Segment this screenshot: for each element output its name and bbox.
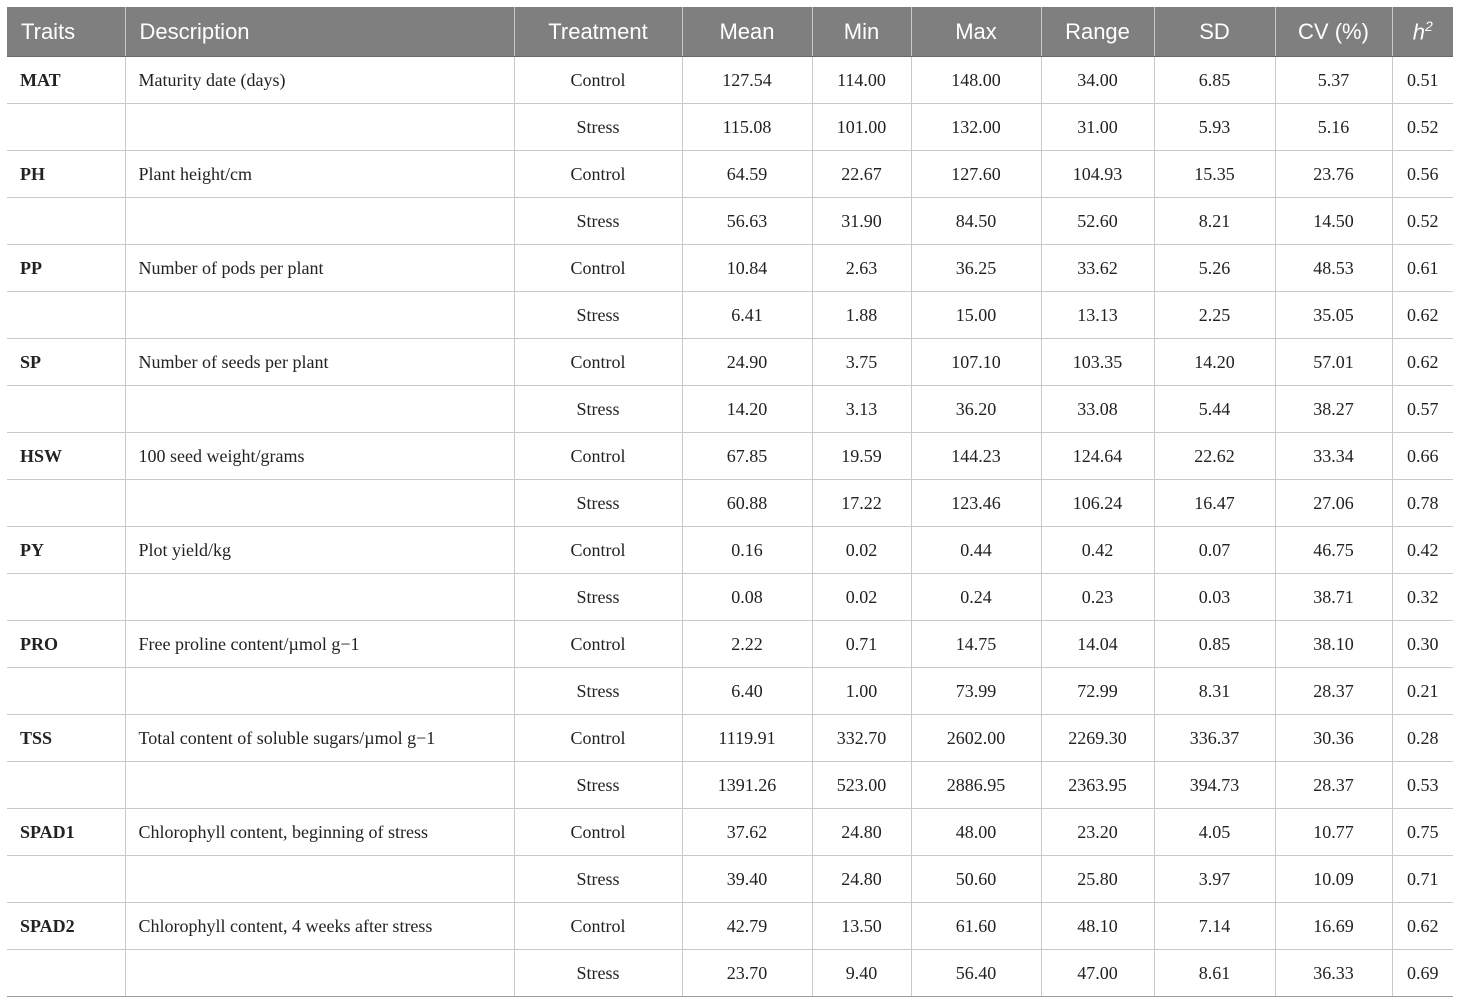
cell-description	[125, 198, 514, 245]
header-sd: SD	[1154, 7, 1275, 57]
cell-sd: 336.37	[1154, 715, 1275, 762]
cell-treatment: Control	[514, 621, 682, 668]
table-row	[7, 104, 1453, 151]
cell-trait: MAT	[7, 57, 125, 104]
cell-min: 0.02	[812, 574, 911, 621]
cell-range: 48.10	[1041, 903, 1154, 950]
cell-range: 2363.95	[1041, 762, 1154, 809]
cell-heritability: 0.61	[1392, 245, 1453, 292]
cell-max: 0.44	[911, 527, 1041, 574]
cell-mean: 60.88	[682, 480, 812, 527]
cell-range: 106.24	[1041, 480, 1154, 527]
cell-heritability: 0.62	[1392, 292, 1453, 339]
cell-sd: 14.20	[1154, 339, 1275, 386]
cell-description: Plot yield/kg	[125, 527, 514, 574]
cell-treatment: Control	[514, 433, 682, 480]
cell-heritability: 0.78	[1392, 480, 1453, 527]
cell-treatment: Control	[514, 527, 682, 574]
cell-max: 73.99	[911, 668, 1041, 715]
cell-cv: 10.09	[1275, 856, 1392, 903]
cell-treatment: Stress	[514, 762, 682, 809]
cell-trait: SPAD2	[7, 903, 125, 950]
cell-min: 22.67	[812, 151, 911, 198]
cell-trait: PP	[7, 245, 125, 292]
header-min: Min	[812, 7, 911, 57]
cell-sd: 0.07	[1154, 527, 1275, 574]
cell-trait	[7, 762, 125, 809]
cell-min: 3.75	[812, 339, 911, 386]
cell-range: 47.00	[1041, 950, 1154, 997]
cell-heritability: 0.30	[1392, 621, 1453, 668]
cell-trait: PH	[7, 151, 125, 198]
cell-min: 24.80	[812, 856, 911, 903]
cell-max: 127.60	[911, 151, 1041, 198]
cell-cv: 33.34	[1275, 433, 1392, 480]
cell-min: 17.22	[812, 480, 911, 527]
cell-cv: 5.37	[1275, 57, 1392, 104]
heritability-symbol: h	[1412, 19, 1425, 45]
table-body	[7, 57, 1453, 997]
cell-max: 0.24	[911, 574, 1041, 621]
cell-treatment: Stress	[514, 856, 682, 903]
cell-treatment: Stress	[514, 668, 682, 715]
cell-min: 19.59	[812, 433, 911, 480]
cell-trait: PY	[7, 527, 125, 574]
cell-sd: 5.26	[1154, 245, 1275, 292]
cell-heritability: 0.57	[1392, 386, 1453, 433]
header-heritability	[1392, 7, 1453, 57]
cell-range: 52.60	[1041, 198, 1154, 245]
cell-trait	[7, 950, 125, 997]
cell-mean: 115.08	[682, 104, 812, 151]
cell-cv: 14.50	[1275, 198, 1392, 245]
cell-trait	[7, 480, 125, 527]
table-row	[7, 856, 1453, 903]
cell-range: 34.00	[1041, 57, 1154, 104]
table-row	[7, 574, 1453, 621]
cell-treatment: Control	[514, 245, 682, 292]
cell-cv: 36.33	[1275, 950, 1392, 997]
table-row	[7, 245, 1453, 292]
cell-min: 101.00	[812, 104, 911, 151]
cell-mean: 39.40	[682, 856, 812, 903]
table-row	[7, 386, 1453, 433]
header-range: Range	[1041, 7, 1154, 57]
table-row	[7, 292, 1453, 339]
cell-trait	[7, 104, 125, 151]
cell-range: 0.42	[1041, 527, 1154, 574]
cell-max: 48.00	[911, 809, 1041, 856]
cell-trait	[7, 198, 125, 245]
cell-treatment: Stress	[514, 574, 682, 621]
cell-min: 0.02	[812, 527, 911, 574]
cell-treatment: Control	[514, 715, 682, 762]
cell-min: 0.71	[812, 621, 911, 668]
header-traits: Traits	[7, 7, 125, 57]
header-cv: CV (%)	[1275, 7, 1392, 57]
cell-mean: 2.22	[682, 621, 812, 668]
cell-max: 50.60	[911, 856, 1041, 903]
cell-description	[125, 668, 514, 715]
table-row	[7, 527, 1453, 574]
cell-description: Free proline content/µmol g−1	[125, 621, 514, 668]
cell-sd: 5.93	[1154, 104, 1275, 151]
cell-sd: 16.47	[1154, 480, 1275, 527]
cell-treatment: Stress	[514, 480, 682, 527]
cell-cv: 57.01	[1275, 339, 1392, 386]
table-row	[7, 903, 1453, 950]
cell-cv: 16.69	[1275, 903, 1392, 950]
cell-sd: 6.85	[1154, 57, 1275, 104]
cell-trait	[7, 856, 125, 903]
cell-range: 0.23	[1041, 574, 1154, 621]
cell-description: Plant height/cm	[125, 151, 514, 198]
cell-trait: TSS	[7, 715, 125, 762]
cell-mean: 1391.26	[682, 762, 812, 809]
cell-mean: 56.63	[682, 198, 812, 245]
cell-treatment: Control	[514, 903, 682, 950]
cell-cv: 38.71	[1275, 574, 1392, 621]
cell-max: 14.75	[911, 621, 1041, 668]
table-row	[7, 809, 1453, 856]
cell-mean: 23.70	[682, 950, 812, 997]
cell-mean: 127.54	[682, 57, 812, 104]
cell-description	[125, 292, 514, 339]
cell-range: 33.62	[1041, 245, 1154, 292]
cell-cv: 23.76	[1275, 151, 1392, 198]
cell-treatment: Control	[514, 57, 682, 104]
cell-heritability: 0.42	[1392, 527, 1453, 574]
cell-sd: 5.44	[1154, 386, 1275, 433]
cell-max: 2886.95	[911, 762, 1041, 809]
cell-min: 114.00	[812, 57, 911, 104]
cell-heritability: 0.53	[1392, 762, 1453, 809]
cell-heritability: 0.56	[1392, 151, 1453, 198]
cell-sd: 22.62	[1154, 433, 1275, 480]
cell-heritability: 0.71	[1392, 856, 1453, 903]
cell-range: 23.20	[1041, 809, 1154, 856]
cell-description: Chlorophyll content, beginning of stress	[125, 809, 514, 856]
cell-mean: 6.41	[682, 292, 812, 339]
cell-heritability: 0.69	[1392, 950, 1453, 997]
cell-range: 13.13	[1041, 292, 1154, 339]
cell-description: Number of pods per plant	[125, 245, 514, 292]
table-row	[7, 339, 1453, 386]
cell-cv: 5.16	[1275, 104, 1392, 151]
cell-treatment: Control	[514, 809, 682, 856]
cell-min: 1.88	[812, 292, 911, 339]
cell-description	[125, 480, 514, 527]
table-row	[7, 762, 1453, 809]
header-max: Max	[911, 7, 1041, 57]
cell-heritability: 0.32	[1392, 574, 1453, 621]
traits-table	[7, 7, 1453, 997]
cell-max: 36.25	[911, 245, 1041, 292]
cell-max: 56.40	[911, 950, 1041, 997]
cell-mean: 64.59	[682, 151, 812, 198]
cell-min: 1.00	[812, 668, 911, 715]
cell-cv: 30.36	[1275, 715, 1392, 762]
cell-mean: 37.62	[682, 809, 812, 856]
cell-trait: SP	[7, 339, 125, 386]
cell-treatment: Stress	[514, 950, 682, 997]
cell-treatment: Stress	[514, 386, 682, 433]
cell-sd: 0.03	[1154, 574, 1275, 621]
cell-range: 103.35	[1041, 339, 1154, 386]
table-row	[7, 715, 1453, 762]
header-row	[7, 7, 1453, 57]
cell-trait	[7, 292, 125, 339]
cell-mean: 67.85	[682, 433, 812, 480]
cell-heritability: 0.62	[1392, 339, 1453, 386]
cell-max: 107.10	[911, 339, 1041, 386]
cell-cv: 28.37	[1275, 668, 1392, 715]
cell-range: 25.80	[1041, 856, 1154, 903]
cell-trait: HSW	[7, 433, 125, 480]
cell-mean: 10.84	[682, 245, 812, 292]
cell-cv: 38.10	[1275, 621, 1392, 668]
cell-trait	[7, 386, 125, 433]
cell-description	[125, 104, 514, 151]
cell-treatment: Control	[514, 339, 682, 386]
cell-heritability: 0.28	[1392, 715, 1453, 762]
cell-sd: 3.97	[1154, 856, 1275, 903]
cell-heritability: 0.51	[1392, 57, 1453, 104]
cell-range: 104.93	[1041, 151, 1154, 198]
cell-heritability: 0.75	[1392, 809, 1453, 856]
cell-range: 31.00	[1041, 104, 1154, 151]
table-row	[7, 433, 1453, 480]
header-treatment: Treatment	[514, 7, 682, 57]
cell-description: Maturity date (days)	[125, 57, 514, 104]
table-row	[7, 668, 1453, 715]
cell-description	[125, 762, 514, 809]
cell-max: 36.20	[911, 386, 1041, 433]
cell-min: 31.90	[812, 198, 911, 245]
cell-heritability: 0.62	[1392, 903, 1453, 950]
heritability-superscript: 2	[1424, 17, 1433, 34]
cell-heritability: 0.21	[1392, 668, 1453, 715]
cell-treatment: Stress	[514, 292, 682, 339]
cell-min: 2.63	[812, 245, 911, 292]
cell-range: 14.04	[1041, 621, 1154, 668]
cell-heritability: 0.66	[1392, 433, 1453, 480]
cell-max: 132.00	[911, 104, 1041, 151]
cell-treatment: Stress	[514, 104, 682, 151]
cell-sd: 7.14	[1154, 903, 1275, 950]
cell-sd: 4.05	[1154, 809, 1275, 856]
cell-min: 332.70	[812, 715, 911, 762]
cell-mean: 6.40	[682, 668, 812, 715]
cell-min: 13.50	[812, 903, 911, 950]
cell-mean: 0.16	[682, 527, 812, 574]
cell-description: Total content of soluble sugars/µmol g−1	[125, 715, 514, 762]
cell-trait	[7, 668, 125, 715]
cell-cv: 28.37	[1275, 762, 1392, 809]
cell-description	[125, 574, 514, 621]
table-row	[7, 151, 1453, 198]
cell-mean: 24.90	[682, 339, 812, 386]
cell-heritability: 0.52	[1392, 198, 1453, 245]
cell-description: 100 seed weight/grams	[125, 433, 514, 480]
cell-max: 15.00	[911, 292, 1041, 339]
cell-cv: 10.77	[1275, 809, 1392, 856]
cell-sd: 8.61	[1154, 950, 1275, 997]
cell-sd: 394.73	[1154, 762, 1275, 809]
cell-cv: 35.05	[1275, 292, 1392, 339]
cell-sd: 15.35	[1154, 151, 1275, 198]
cell-range: 2269.30	[1041, 715, 1154, 762]
header-description: Description	[125, 7, 514, 57]
cell-range: 33.08	[1041, 386, 1154, 433]
cell-max: 61.60	[911, 903, 1041, 950]
cell-cv: 46.75	[1275, 527, 1392, 574]
cell-mean: 1119.91	[682, 715, 812, 762]
table-header	[7, 7, 1453, 57]
cell-treatment: Control	[514, 151, 682, 198]
cell-range: 72.99	[1041, 668, 1154, 715]
cell-min: 523.00	[812, 762, 911, 809]
cell-max: 148.00	[911, 57, 1041, 104]
cell-cv: 48.53	[1275, 245, 1392, 292]
cell-min: 9.40	[812, 950, 911, 997]
cell-description: Chlorophyll content, 4 weeks after stress	[125, 903, 514, 950]
table-row	[7, 950, 1453, 997]
table-row	[7, 57, 1453, 104]
cell-trait: PRO	[7, 621, 125, 668]
cell-max: 123.46	[911, 480, 1041, 527]
header-mean: Mean	[682, 7, 812, 57]
cell-description	[125, 856, 514, 903]
cell-min: 24.80	[812, 809, 911, 856]
cell-sd: 8.31	[1154, 668, 1275, 715]
cell-mean: 42.79	[682, 903, 812, 950]
cell-sd: 8.21	[1154, 198, 1275, 245]
cell-cv: 27.06	[1275, 480, 1392, 527]
cell-mean: 0.08	[682, 574, 812, 621]
cell-min: 3.13	[812, 386, 911, 433]
cell-max: 2602.00	[911, 715, 1041, 762]
table-row	[7, 198, 1453, 245]
cell-mean: 14.20	[682, 386, 812, 433]
cell-description	[125, 386, 514, 433]
cell-trait	[7, 574, 125, 621]
cell-description	[125, 950, 514, 997]
cell-trait: SPAD1	[7, 809, 125, 856]
cell-heritability: 0.52	[1392, 104, 1453, 151]
cell-description: Number of seeds per plant	[125, 339, 514, 386]
table-row	[7, 480, 1453, 527]
cell-cv: 38.27	[1275, 386, 1392, 433]
cell-max: 84.50	[911, 198, 1041, 245]
cell-max: 144.23	[911, 433, 1041, 480]
cell-range: 124.64	[1041, 433, 1154, 480]
table-row	[7, 621, 1453, 668]
cell-treatment: Stress	[514, 198, 682, 245]
cell-sd: 0.85	[1154, 621, 1275, 668]
cell-sd: 2.25	[1154, 292, 1275, 339]
